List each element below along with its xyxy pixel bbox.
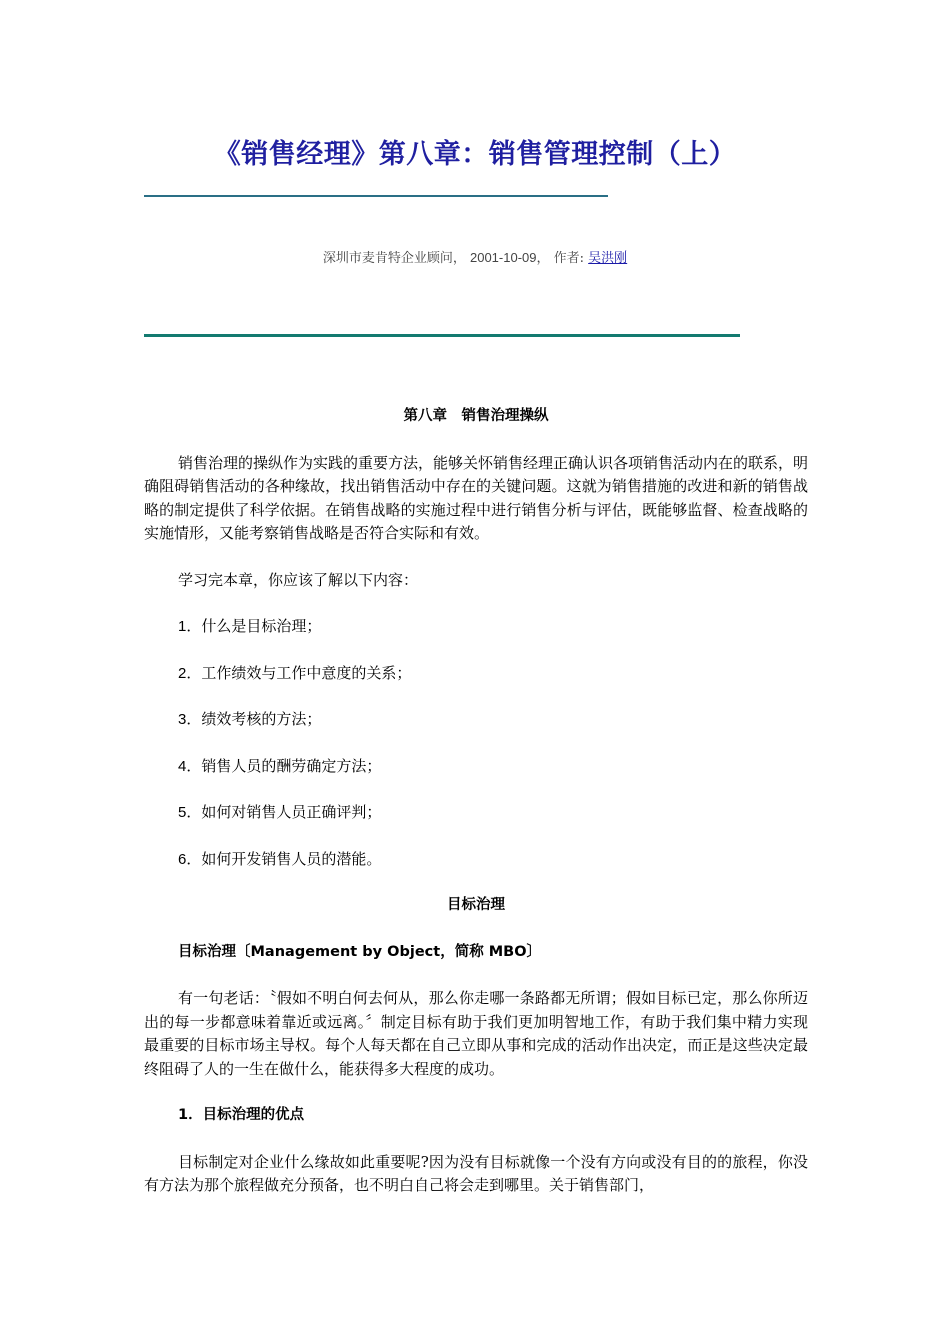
learning-item-2	[144, 662, 808, 686]
meta-date: 2001-10-09，	[469, 250, 550, 265]
item-number: 5．	[178, 804, 202, 821]
article-title: 《销售经理》第八章：销售管理控制（上）	[213, 139, 737, 170]
learning-item-4	[144, 755, 808, 779]
item-text: 绩效考核的方法；	[201, 710, 322, 728]
item-text: 如何对销售人员正确评判；	[201, 803, 382, 821]
mbo-heading: 目标治理〔Management by Object，简称 MBO〕	[178, 943, 542, 960]
learn-intro: 学习完本章，你应该了解以下内容：	[178, 570, 419, 589]
item-text: 如何开发销售人员的潜能。	[201, 849, 382, 868]
mbo-paragraph: 有一句老话：〝假如不明白何去何从，那么你走哪一条路都无所谓；假如目标已定，那么你所迈出的每一步都意味着靠近或远离。〞制定目标有助于我们更加明智地工作，有助于我们集中精力实现最重要的目标市场主导权。每个人每天都在自己立即从事和完成的活动作出决定，而正是这些决定最终阻碍了人的一生在做什么，能获得多大程度的成功。	[144, 989, 808, 1078]
item-text: 销售人员的酬劳确定方法；	[201, 756, 382, 775]
learning-item-3	[144, 708, 808, 732]
item-number: 1．	[178, 618, 202, 635]
meta-divider	[144, 334, 740, 337]
author-link[interactable]: 吴洪刚	[588, 251, 628, 266]
item-number: 2．	[178, 664, 202, 682]
item-number: 3．	[178, 711, 202, 728]
section-heading: 目标治理	[447, 897, 505, 913]
item-text: 工作绩效与工作中意度的关系；	[201, 663, 412, 682]
learning-item-1	[144, 615, 808, 639]
item-number: 6．	[178, 850, 202, 868]
learning-item-6	[144, 848, 808, 872]
learning-item-5	[144, 801, 808, 825]
meta-source: 深圳市麦肯特企业顾问，	[322, 251, 466, 266]
article-meta	[0, 247, 950, 266]
chapter-heading: 第八章 销售治理操纵	[403, 408, 549, 424]
title-divider	[144, 195, 608, 197]
article-body	[144, 405, 808, 1221]
advantages-heading: 1．目标治理的优点	[178, 1107, 305, 1123]
advantages-paragraph: 目标制定对企业什么缘故如此重要呢?因为没有目标就像一个没有方向或没有目的的旅程，你没有方法为那个旅程做充分预备，也不明白自己将会走到哪里。关于销售部门，	[144, 1152, 808, 1194]
item-text: 什么是目标治理；	[201, 617, 322, 635]
meta-author-label: 作者:	[553, 251, 585, 266]
intro-paragraph: 销售治理的操纵作为实践的重要方法，能够关怀销售经理正确认识各项销售活动内在的联系，明确阻碍销售活动的各种缘故，找出销售活动中存在的关键问题。这就为销售措施的改进和新的销售战略的制定提供了科学依据。在销售战略的实施过程中进行销售分析与评估，既能够监督、检查战略的实施情形，又能考察销售战略是否符合实际和有效。	[144, 453, 809, 542]
item-number: 4．	[178, 757, 202, 775]
